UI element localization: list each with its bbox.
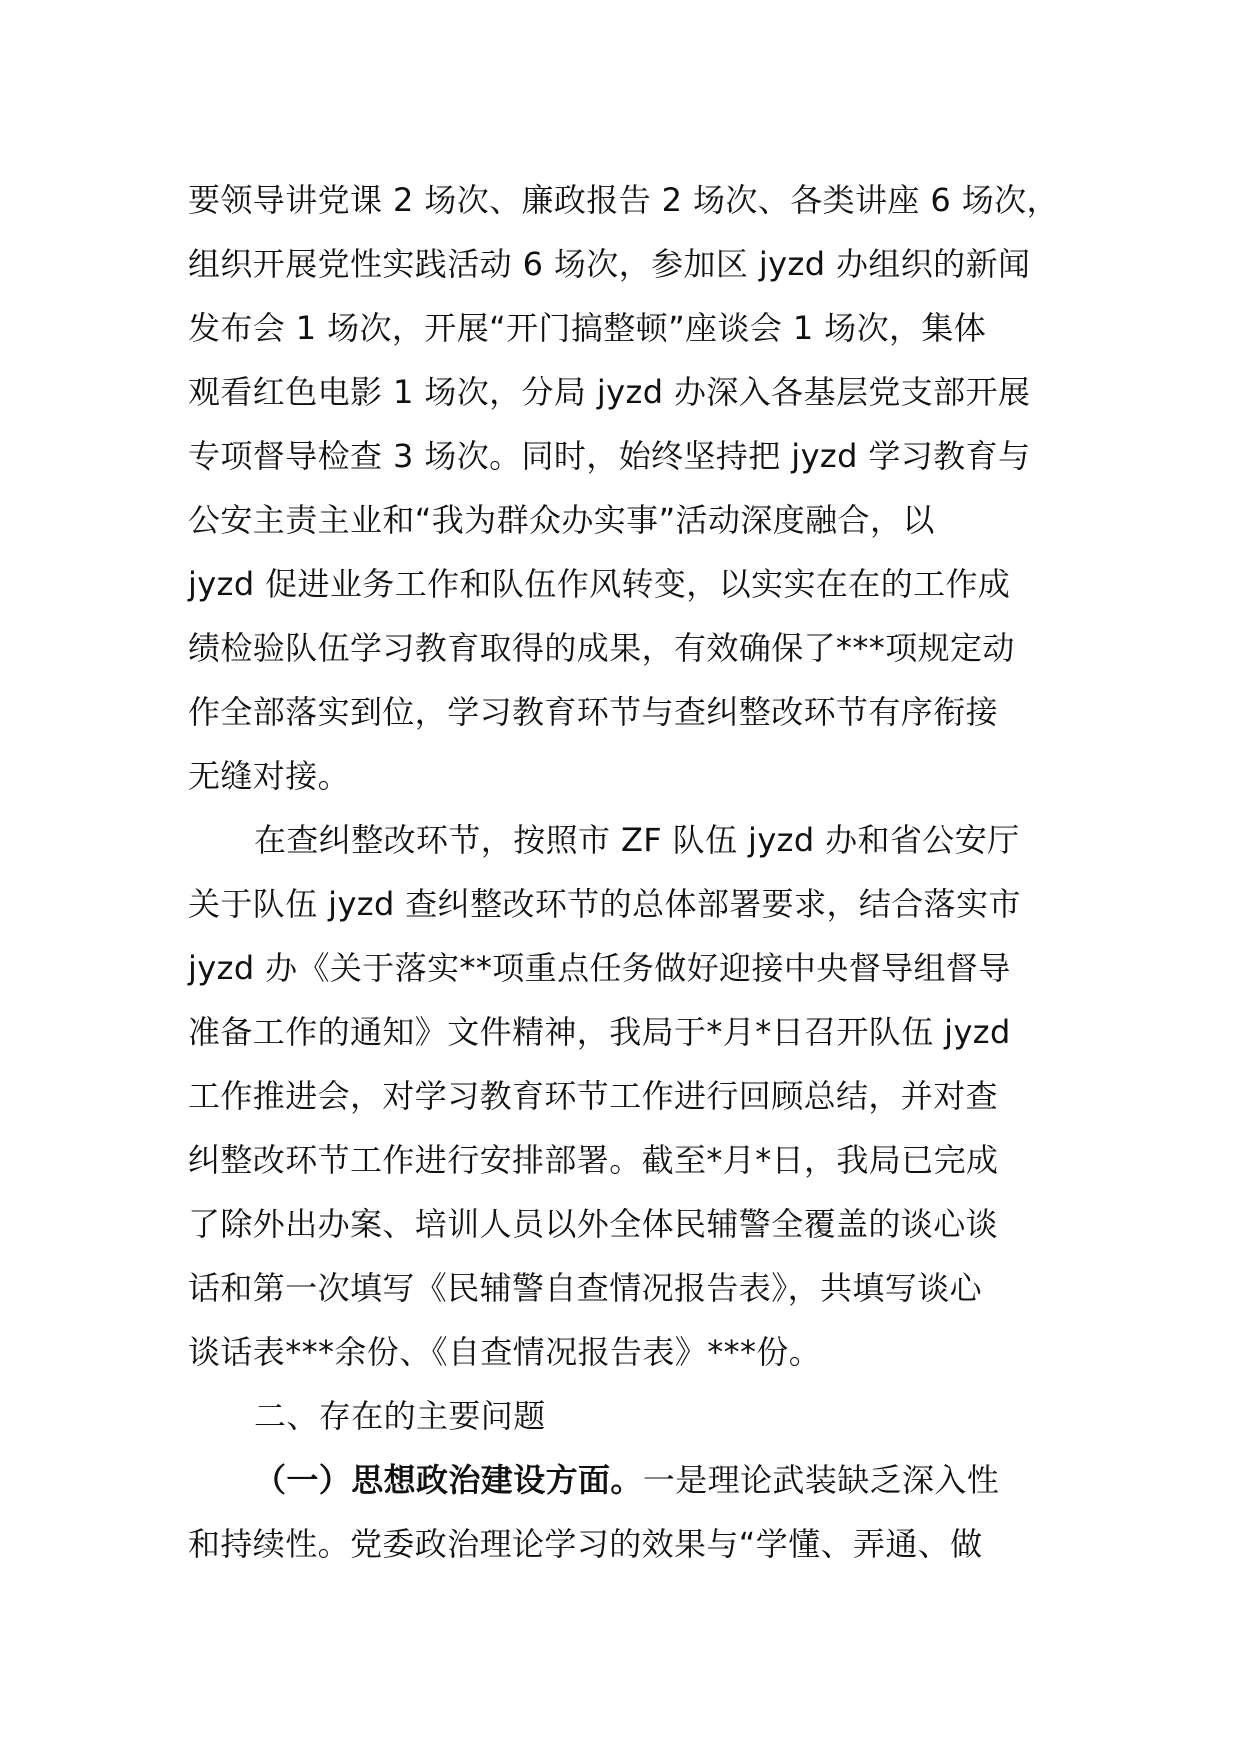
text-line: 公安主责主业和“我为群众办实事”活动深度融合，以 bbox=[188, 501, 935, 539]
text-line: jyzd 促进业务工作和队伍作风转变，以实实在在的工作成 bbox=[188, 565, 1011, 603]
text-line: 发布会 1 场次，开展“开门搞整顿”座谈会 1 场次，集体 bbox=[188, 309, 987, 347]
text-line: 专项督导检查 3 场次。同时，始终坚持把 jyzd 学习教育与 bbox=[188, 437, 1031, 475]
text-line: 了除外出办案、培训人员以外全体民辅警全覆盖的谈心谈 bbox=[188, 1205, 999, 1243]
text-line: 观看红色电影 1 场次，分局 jyzd 办深入各基层党支部开展 bbox=[188, 373, 1031, 411]
subheading-line bbox=[188, 1448, 1064, 1512]
text-line: 话和第一次填写《民辅警自查情况报告表》，共填写谈心 bbox=[188, 1269, 983, 1307]
text-line: 作全部落实到位，学习教育环节与查纠整改环节有序衔接 bbox=[188, 693, 999, 731]
subheading-title: （一）思想政治建设方面。 bbox=[254, 1461, 643, 1499]
text-line: 要领导讲党课 2 场次、廉政报告 2 场次、各类讲座 6 场次， bbox=[188, 181, 1059, 219]
text-line: 关于队伍 jyzd 查纠整改环节的总体部署要求，结合落实市 bbox=[188, 885, 1021, 923]
text-line: 绩检验队伍学习教育取得的成果，有效确保了***项规定动 bbox=[188, 629, 1015, 667]
paragraph-first-line: 在查纠整改环节，按照市 ZF 队伍 jyzd 办和省公安厅 bbox=[254, 821, 1020, 859]
document-body bbox=[188, 168, 1064, 1576]
text-line: 纠整改环节工作进行安排部署。截至*月*日，我局已完成 bbox=[188, 1141, 999, 1179]
text-line: 工作推进会，对学习教育环节工作进行回顾总结，并对查 bbox=[188, 1077, 999, 1115]
section-heading: 二、存在的主要问题 bbox=[254, 1397, 546, 1435]
subheading-text: 一是理论武装缺乏深入性 bbox=[642, 1461, 1000, 1499]
text-line: jyzd 办《关于落实**项重点任务做好迎接中央督导组督导 bbox=[188, 949, 1011, 987]
text-line: 组织开展党性实践活动 6 场次，参加区 jyzd 办组织的新闻 bbox=[188, 245, 1031, 283]
text-line: 准备工作的通知》文件精神，我局于*月*日召开队伍 jyzd bbox=[188, 1013, 1011, 1051]
text-line: 无缝对接。 bbox=[188, 757, 351, 795]
text-line: 谈话表***余份、《自查情况报告表》***份。 bbox=[188, 1333, 822, 1371]
text-line: 和持续性。党委政治理论学习的效果与“学懂、弄通、做 bbox=[188, 1525, 983, 1563]
